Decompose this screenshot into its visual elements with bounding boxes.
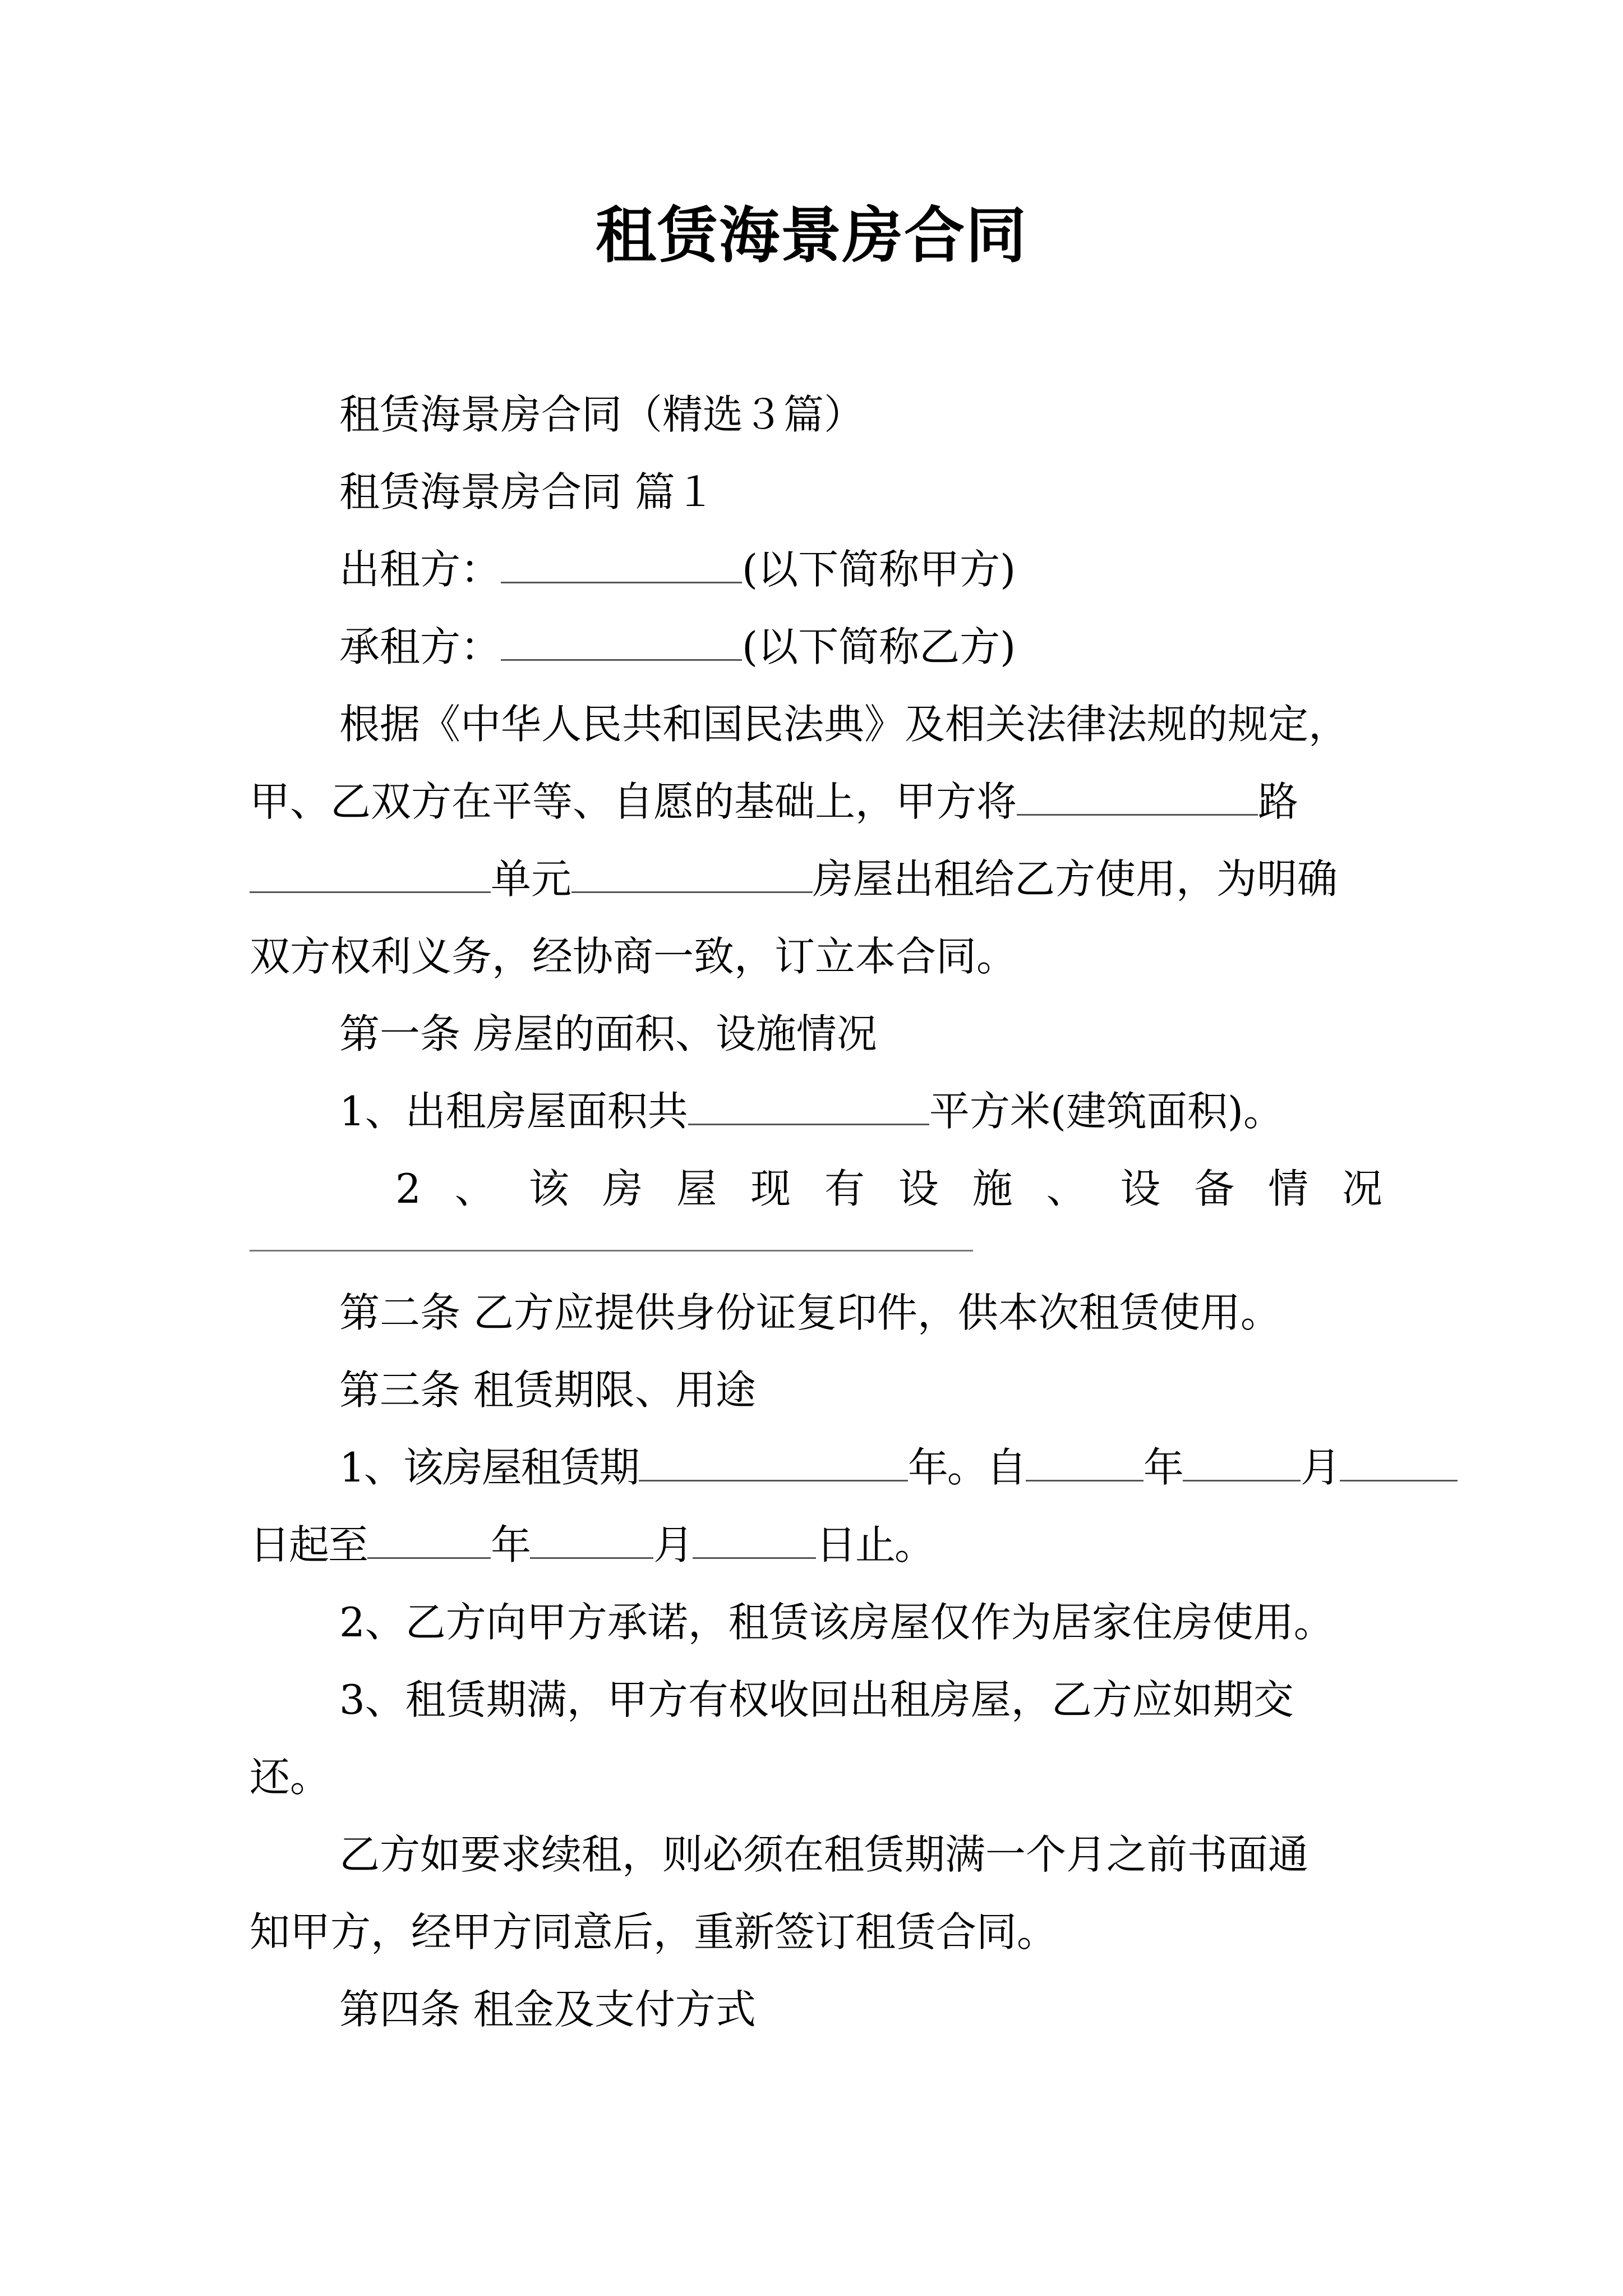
from-year-label: 年	[1143, 1444, 1183, 1491]
article-3: 第三条 租赁期限、用途	[339, 1366, 756, 1414]
spread-char: 有	[824, 1165, 865, 1212]
to-year-blank	[367, 1524, 491, 1559]
article-3-item-1-cont	[250, 1506, 1388, 1584]
article-3-item-2: 2、乙方向甲方承诺，租赁该房屋仅作为居家住房使用。	[339, 1599, 1334, 1646]
lessee-suffix: (以下简称乙方)	[742, 623, 1016, 670]
term-from: 年。自	[907, 1444, 1026, 1491]
road-blank	[1017, 780, 1258, 816]
document-title: 租赁海景房合同	[595, 200, 1027, 271]
article-2: 第二条 乙方应提供身份证复印件，供本次租赁使用。	[339, 1289, 1281, 1336]
spread-char: 房	[602, 1165, 643, 1212]
article-1-item-1	[250, 1073, 1388, 1150]
to-end: 日止。	[816, 1521, 934, 1568]
area-label: 1、出租房屋面积共	[339, 1088, 688, 1135]
spread-char: 2	[395, 1165, 421, 1212]
spread-char: 情	[1268, 1165, 1309, 1212]
lessor-line	[250, 531, 1388, 608]
intro-line-2	[250, 763, 1388, 840]
intro-line-4: 双方权利义务，经协商一致，订立本合同。	[250, 933, 1017, 980]
intro-3b: 房屋出租给乙方使用，为明确	[813, 855, 1338, 903]
article-1-item-2	[250, 1150, 1388, 1227]
facilities-blank-line	[250, 1250, 973, 1251]
from-day-blank	[1340, 1446, 1458, 1481]
section-heading: 租赁海景房合同 篇１	[339, 468, 716, 516]
document-body	[250, 376, 1388, 2048]
renewal-line-1: 乙方如要求续租，则必须在租赁期满一个月之前书面通	[339, 1831, 1309, 1878]
lessor-label: 出租方：	[339, 546, 501, 593]
spread-char: 、	[1046, 1165, 1087, 1212]
spread-char: 备	[1194, 1165, 1235, 1212]
intro-2b: 路	[1258, 778, 1299, 825]
spread-char: 现	[750, 1165, 791, 1212]
spread-char: 况	[1341, 1165, 1382, 1212]
article-3-item-1	[250, 1429, 1388, 1506]
unit-blank	[571, 858, 813, 893]
spread-char: 屋	[676, 1165, 717, 1212]
spread-char: 设	[898, 1165, 939, 1212]
area-suffix: 平方米(建筑面积)。	[929, 1088, 1284, 1135]
intro-line-3	[250, 840, 1388, 918]
from-month-blank	[1183, 1446, 1301, 1481]
article-3-item-3: 3、租赁期满，甲方有权收回出租房屋，乙方应如期交	[339, 1676, 1294, 1723]
spread-char: 施	[972, 1165, 1013, 1212]
to-label: 日起至	[250, 1521, 368, 1568]
to-year-label: 年	[491, 1521, 531, 1568]
spread-char: 、	[454, 1165, 495, 1212]
article-4: 第四条 租金及支付方式	[339, 1986, 756, 2033]
lessee-label: 承租方：	[339, 623, 501, 670]
to-day-blank	[693, 1524, 816, 1559]
lessor-blank	[501, 548, 742, 583]
intro-2a: 甲、乙双方在平等、自愿的基础上，甲方将	[250, 778, 1017, 825]
intro-3a: 单元	[491, 855, 572, 903]
spread-char: 该	[528, 1165, 569, 1212]
intro-line-1: 根据《中华人民共和国民法典》及相关法律法规的规定，	[339, 701, 1349, 748]
to-month-blank	[530, 1524, 653, 1559]
area-blank	[688, 1090, 929, 1125]
renewal-line-2: 知甲方，经甲方同意后，重新签订租赁合同。	[250, 1908, 1058, 1955]
lessee-blank	[501, 625, 742, 661]
term-blank	[639, 1446, 908, 1481]
article-1: 第一条 房屋的面积、设施情况	[339, 1010, 877, 1057]
to-month-label: 月	[653, 1521, 693, 1568]
term-label: 1、该房屋租赁期	[339, 1444, 639, 1491]
from-month-label: 月	[1300, 1444, 1340, 1491]
subtitle: 租赁海景房合同（精选３篇）	[339, 391, 865, 438]
from-year-blank	[1026, 1446, 1144, 1481]
lessee-line	[250, 608, 1388, 685]
article-3-item-3-cont: 还。	[250, 1754, 331, 1801]
unit-prefix-blank	[250, 858, 491, 893]
spread-char: 设	[1120, 1165, 1161, 1212]
lessor-suffix: (以下简称甲方)	[742, 546, 1016, 593]
